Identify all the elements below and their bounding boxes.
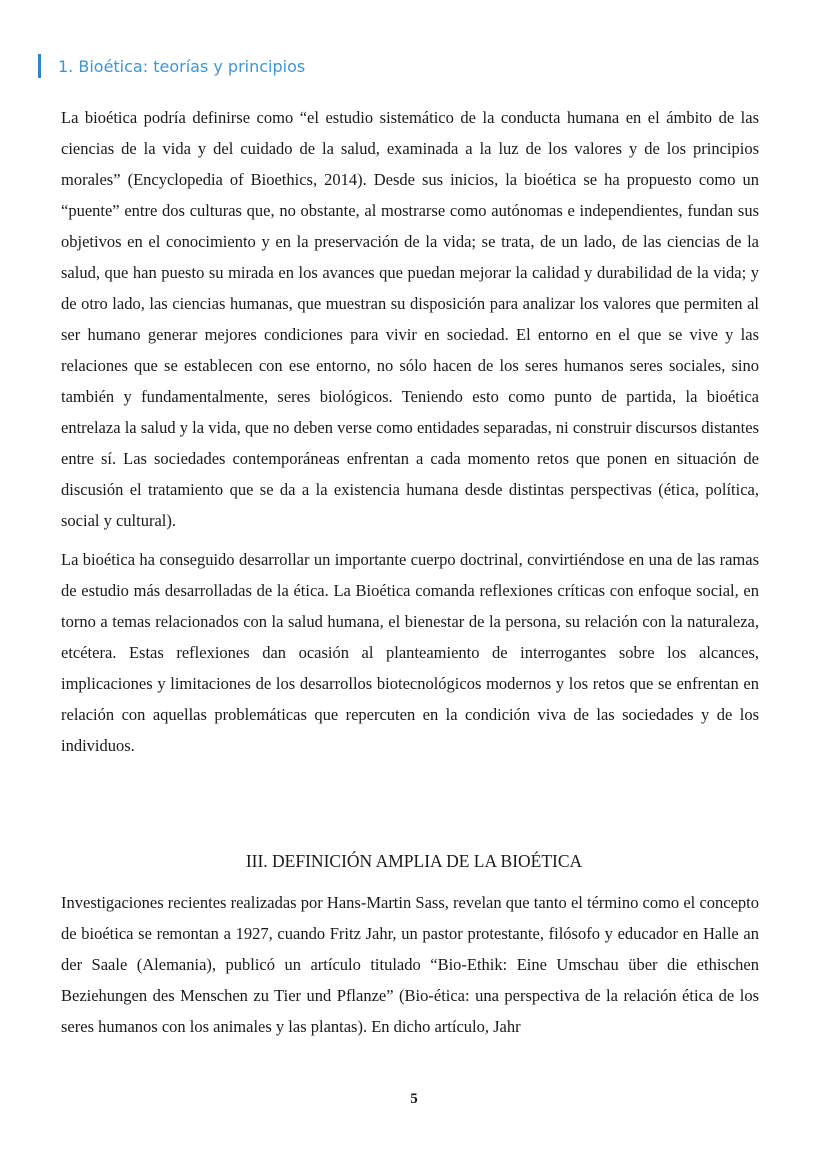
page-number: 5 [410, 1091, 418, 1107]
section-heading-text: 1. Bioética: teorías y principios [58, 56, 306, 76]
paragraph-doctrinal-body: La bioética ha conseguido desarrollar un importante cuerpo doctrinal, convirtiéndose en una de las ramas de estudio más desarrolladas de la ética. La Bioética comanda reflexiones críticas con enfoque social, en torno a temas relacionados con la salud humana, el bienestar de la persona, su relación con la naturaleza, etcétera. Estas reflexiones dan ocasión al planteamiento de interrogantes sobre los alcances, implicaciones y limitaciones de los desarrollos biotecnológicos modernos y los retos que se enfrentan en relación con aquellas problemáticas que repercuten en la condición viva de las sociedades y de los individuos. [61, 550, 759, 755]
heading-accent-bar [38, 54, 41, 78]
paragraph-sass-research: Investigaciones recientes realizadas por Hans-Martin Sass, revelan que tanto el término como el concepto de bioética se remontan a 1927, cuando Fritz Jahr, un pastor protestante, filósofo y educador en Halle an der Saale (Alemania), publicó un artículo titulado “Bio-Ethik: Eine Umschau über die ethischen Beziehungen des Menschen zu Tier und Pflanze” (Bio-ética: una perspectiva de la relación ética de los seres humanos con los animales y las plantas). En dicho artículo, Jahr [61, 893, 759, 1036]
chapter-title: III. DEFINICIÓN AMPLIA DE LA BIOÉTICA [245, 851, 583, 871]
paragraph-definition: La bioética podría definirse como “el estudio sistemático de la conducta humana en el ámbito de las ciencias de la vida y del cuidado de la salud, examinada a la luz de los valores y de los principios morales” (Encyclopedia of Bioethics, 2014). Desde sus inicios, la bioética se ha propuesto como un “puente” entre dos culturas que, no obstante, al mostrarse como autónomas e independientes, fundan sus objetivos en el conocimiento y en la preservación de la vida; se trata, de un lado, de las ciencias de la salud, que han puesto su mirada en los avances que puedan mejorar la calidad y durabilidad de la vida; y de otro lado, las ciencias humanas, que muestran su disposición para analizar los valores que permiten al ser humano generar mejores condiciones para vivir en sociedad. El entorno en el que se vive y las relaciones que se establecen con ese entorno, no sólo hacen de los seres humanos seres sociales, sino también y fundamentalmente, seres biológicos. Teniendo esto como punto de partida, la bioética entrelaza la salud y la vida, que no deben verse como entidades separadas, ni construir discursos distantes entre sí. Las sociedades contemporáneas enfrentan a cada momento retos que ponen en situación de discusión el tratamiento que se da a la existencia humana desde distintas perspectivas (ética, política, social y cultural). [61, 108, 759, 530]
section-heading [38, 53, 305, 79]
